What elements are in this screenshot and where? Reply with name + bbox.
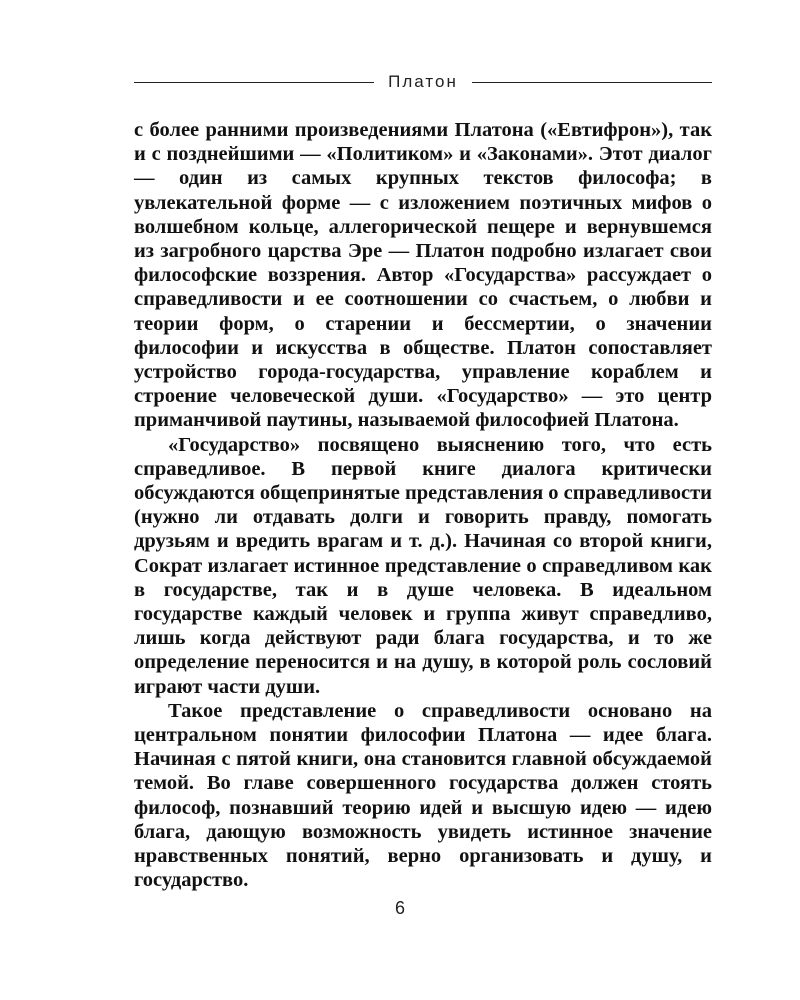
paragraph-3: Такое представление о справедливости основано на центральном понятии философии Платона — идее блага. Начиная с пятой книги, она становится главной обсуждаемой темой. Во главе совершенного государства должен стоять философ, познавший теорию идей и высшую идею — идею блага, дающую возможность увидеть истинное значение нравственных понятий, верно организовать и душу, и государство. bbox=[134, 699, 712, 892]
paragraph-1: с более ранними произведениями Платона («Евтифрон»), так и с позднейшими — «Политиком» и «Законами». Этот диалог — один из самых крупных текстов философа; в увлекательной форме — с изложением поэтичных мифов о волшебном кольце, аллегорической пещере и вернувшемся из загробного царства Эре — Платон подробно излагает свои философские воззрения. Автор «Государства» рассуждает о справедливости и ее соотношении со счастьем, о любви и теории форм, о старении и бессмертии, о значении философии и искусства в обществе. Платон сопоставляет устройство города-государства, управление кораблем и строение человеческой души. «Государство» — это центр приманчивой паутины, называемой философией Платона. bbox=[134, 119, 712, 432]
header-rule-right bbox=[472, 82, 712, 83]
body-text bbox=[134, 118, 712, 893]
page-number: 6 bbox=[394, 898, 405, 918]
paragraph-2: «Государство» посвящено выяснению того, что есть справедливое. В первой книге диалога критически обсуждаются общепринятые представления о справедливости (нужно ли отдавать долги и говорить правду, помогать друзьям и вредить врагам и т. д.). Начиная со второй книги, Сократ излагает истинное представление о справедливом как в государстве, так и в душе человека. В идеальном государстве каждый человек и группа живут справедливо, лишь когда действуют ради блага государства, и то же определение переносится и на душу, в которой роль сословий играют части души. bbox=[134, 433, 712, 698]
header-rule-left bbox=[134, 82, 374, 83]
running-header bbox=[134, 70, 712, 94]
running-header-title: Платон bbox=[388, 72, 458, 91]
